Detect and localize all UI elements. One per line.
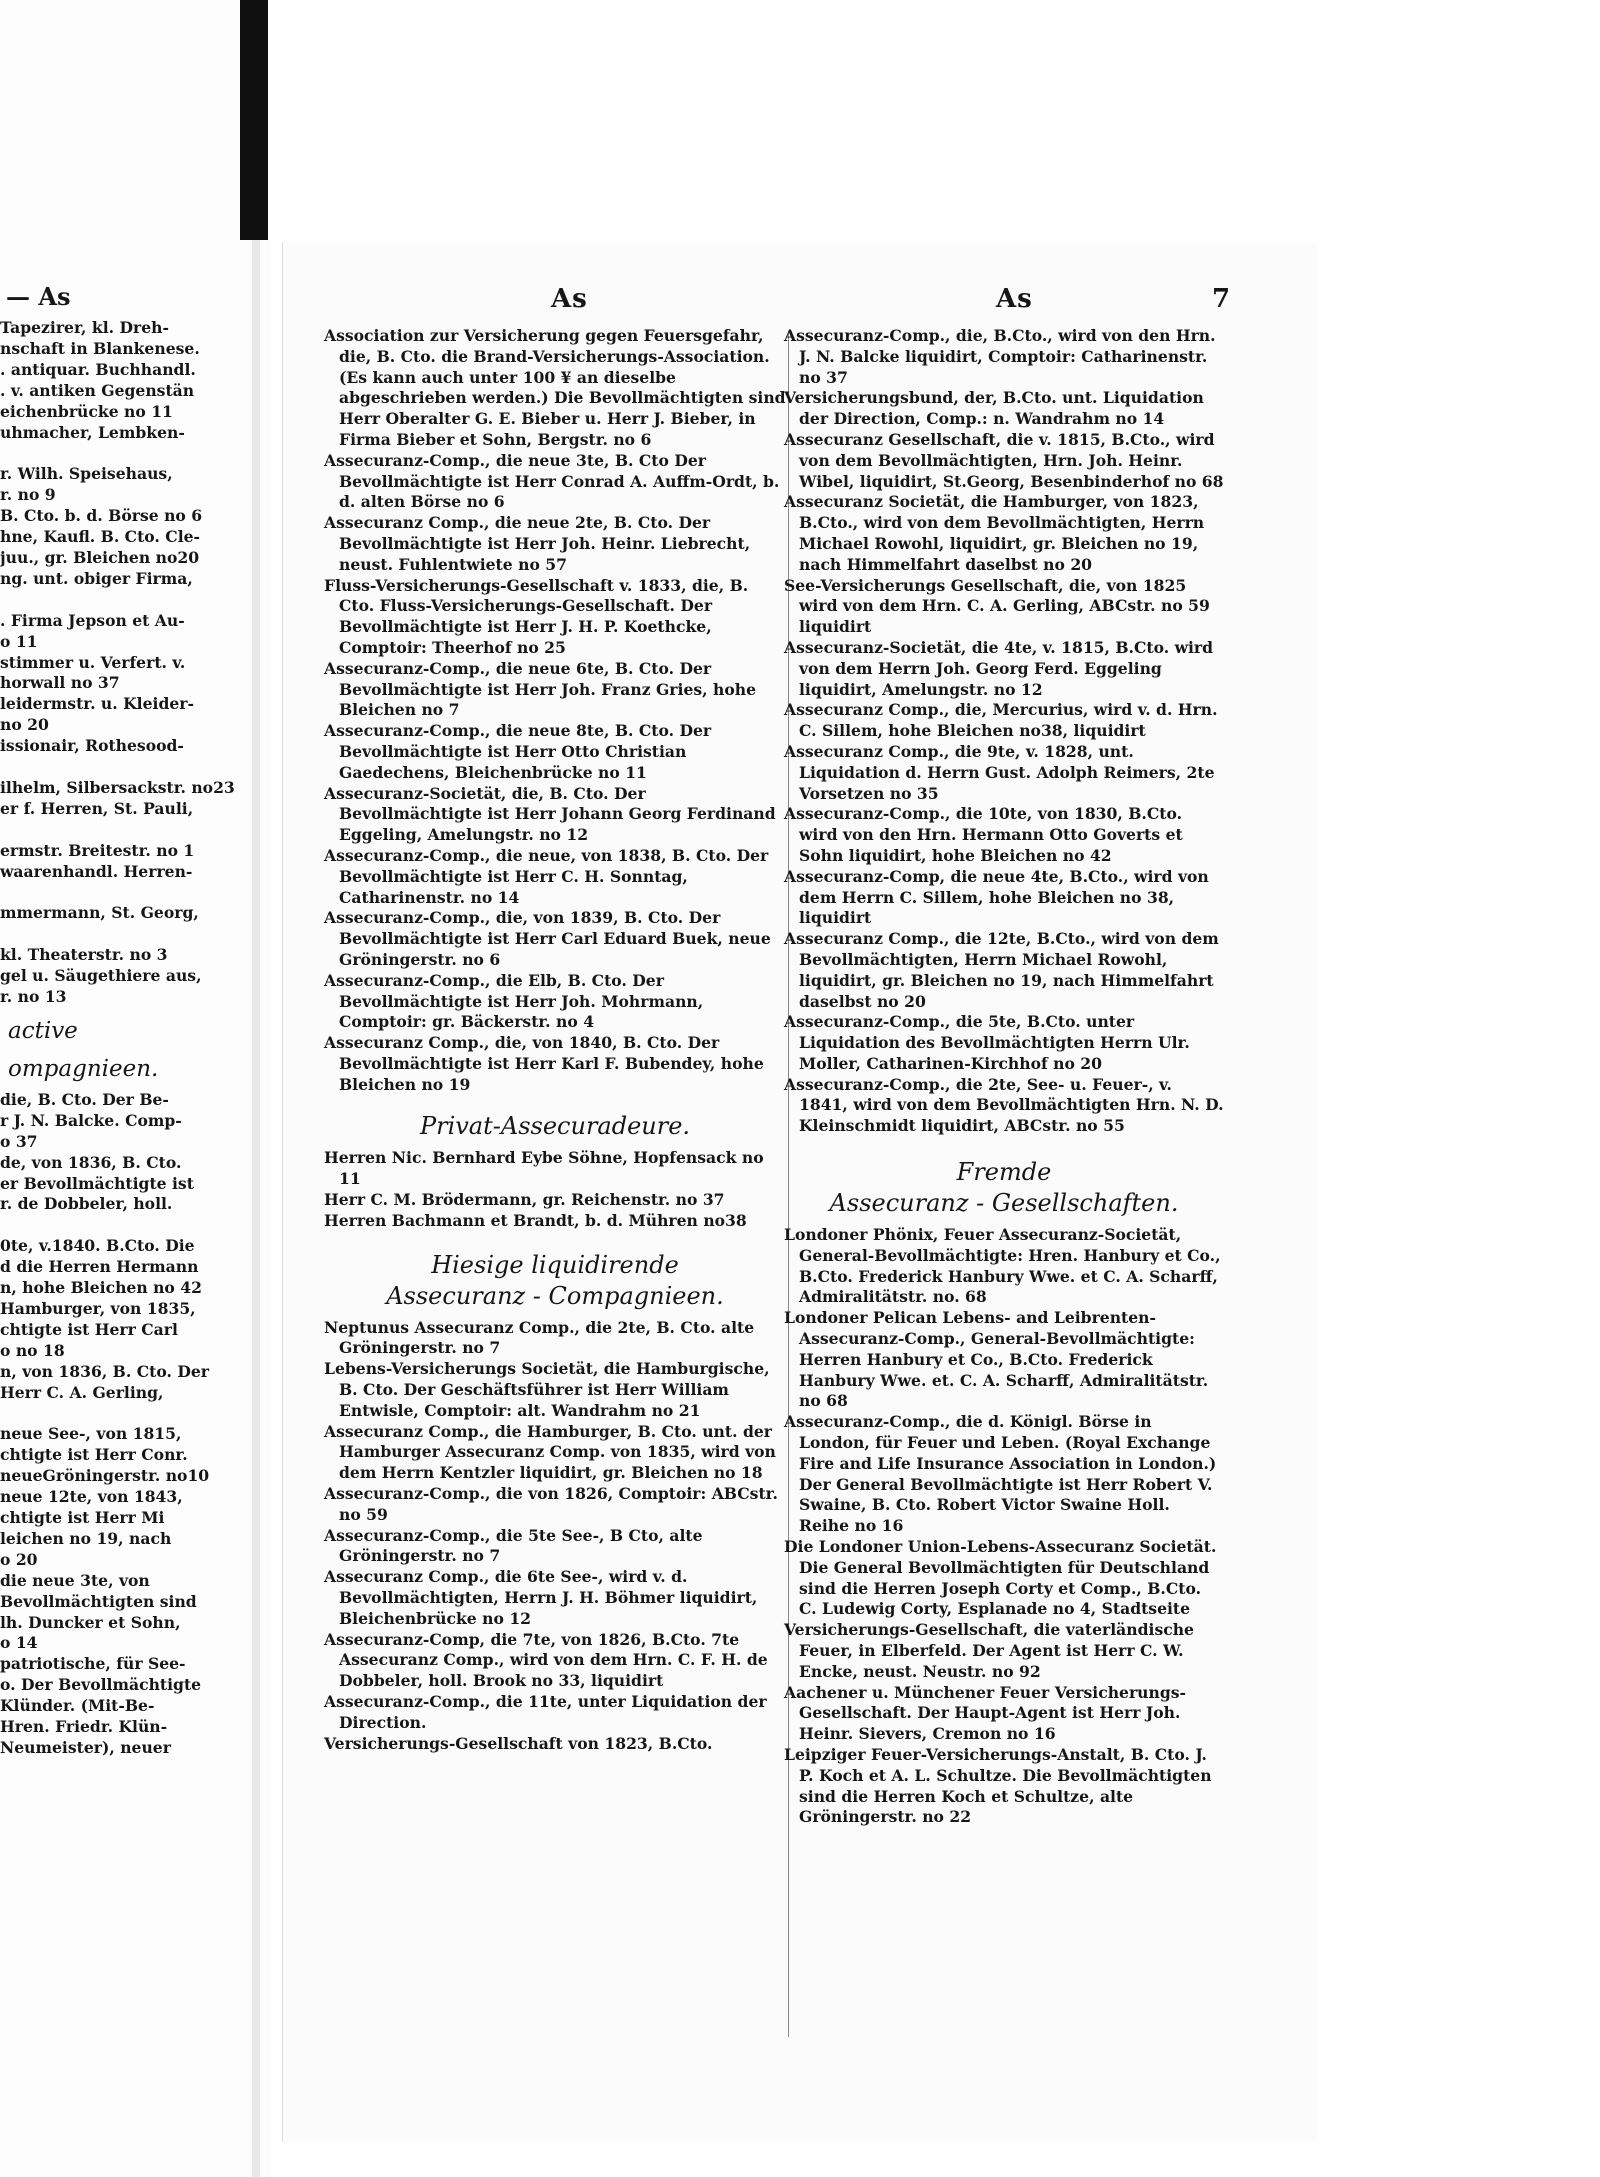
left-page-line: o 11 [0,631,38,651]
left-page-line [0,1404,242,1425]
left-page-line: leidermstr. u. Kleider- [0,694,194,714]
left-page-line: chtigte ist Herr Mi [0,1508,165,1528]
directory-entry: Die Londoner Union-Lebens-Assecuranz Societät. Die General Bevollmächtigten für Deutschland sind die Herren Joseph Corty et Comp., B.Cto. C. Ludewig Corty, Esplanade no 4, Stadtseite [784,1537,1217,1619]
left-page-line: neue See-, von 1815, [0,1424,182,1444]
directory-entry: Assecuranz-Comp, die 7te, von 1826, B.Cto. 7te Assecuranz Comp., wird von dem Hrn. C. F. H. de Dobbeler, holl. Brook no 33, liquidirt [324,1629,768,1691]
left-page-section-title: ompagnieen. [8,1055,159,1082]
left-page-line: r. no 9 [0,485,56,505]
directory-entry: Assecuranz-Societät, die 4te, v. 1815, B.Cto. wird von dem Herrn Joh. Georg Ferd. Eggeling liquidirt, Amelungstr. no 12 [784,637,1214,699]
directory-entry: Versicherungs-Gesellschaft von 1823, B.Cto. [324,1733,713,1753]
directory-entry: Herren Nic. Bernhard Eybe Söhne, Hopfensack no 11 [324,1148,764,1189]
directory-entry: Assecuranz Comp., die, Mercurius, wird v. d. Hrn. C. Sillem, hohe Bleichen no38, liquidirt [784,700,1218,741]
left-page-line: neue 12te, von 1843, [0,1487,183,1507]
directory-entry: Assecuranz-Comp., die, B.Cto., wird von den Hrn. J. N. Balcke liquidirt, Comptoir: Catharinenstr. no 37 [784,326,1216,387]
left-page-line: horwall no 37 [0,673,120,693]
directory-entry: Neptunus Assecuranz Comp., die 2te, B. Cto. alte Gröningerstr. no 7 [324,1317,755,1358]
left-page-line [0,820,242,841]
left-page-line [0,443,242,464]
left-page-line: 0te, v.1840. B.Cto. Die [0,1236,195,1256]
directory-entry: Assecuranz-Societät, die, B. Cto. Der Bevollmächtigte ist Herr Johann Georg Ferdinand Eggeling, Amelungstr. no 12 [324,783,776,845]
entry-group-privat [324,1148,786,1231]
left-page-line: ng. unt. obiger Firma, [0,568,193,588]
directory-entry: Versicherungsbund, der, B.Cto. unt. Liquidation der Direction, Comp.: n. Wandrahm no 14 [784,388,1204,429]
left-page-line: o. Der Bevollmächtigte [0,1675,202,1695]
left-page-column [0,318,242,1759]
directory-entry: Assecuranz-Comp., die, von 1839, B. Cto. Der Bevollmächtigte ist Herr Carl Eduard Buek, neue Gröningerstr. no 6 [324,908,771,969]
directory-entry: Londoner Pelican Lebens- and Leibrenten-Assecuranz-Comp., General-Bevollmächtigte: Herren Hanbury et Co., B.Cto. Frederick Hanbury Wwe. et. C. A. Scharff, Admiralitätstr. no 68 [784,1308,1209,1411]
left-page-line: chtigte ist Herr Carl [0,1319,178,1339]
left-page-line [0,924,242,945]
directory-entry: Herren Bachmann et Brandt, b. d. Mühren no38 [324,1210,747,1230]
book-gutter-shadow [252,240,260,2177]
left-page-line [0,590,242,611]
left-page-line: juu., gr. Bleichen no20 [0,547,200,567]
left-page-line: ilhelm, Silbersackstr. no23 [0,777,235,797]
directory-entry: Assecuranz-Comp., die neue, von 1838, B. Cto. Der Bevollmächtigte ist Herr C. H. Sonntag, Catharinenstr. no 14 [324,845,769,907]
left-page-line: Klünder. (Mit-Be- [0,1696,155,1716]
entry-group-liquidating [784,326,1224,1137]
left-page-line: Neumeister), neuer [0,1738,171,1757]
directory-entry: Assecuranz-Comp., die 10te, von 1830, B.Cto. wird von den Hrn. Hermann Otto Goverts et Sohn liquidirt, hohe Bleichen no 42 [784,804,1183,865]
left-page-line: neueGröningerstr. no10 [0,1466,210,1486]
left-page-line: nschaft in Blankenese. [0,338,200,358]
left-page-line: er f. Herren, St. Pauli, [0,798,194,818]
directory-entry: Assecuranz-Comp, die neue 4te, B.Cto., wird von dem Herrn C. Sillem, hohe Bleichen no 38, liquidirt [784,866,1209,928]
header-left: As [551,284,588,314]
directory-entry: Londoner Phönix, Feuer Assecuranz-Societät, General-Bevollmächtigte: Hren. Hanbury et Co., B.Cto. Frederick Hanbury Wwe. et C. A. Scharff, Admiralitätstr. no. 68 [784,1225,1221,1307]
directory-entry: Assecuranz Comp., die 6te See-, wird v. d. Bevollmächtigten, Herrn J. H. Böhmer liquidirt, Bleichenbrücke no 12 [324,1567,758,1628]
left-page-line: no 20 [0,715,49,735]
left-page-line: patriotische, für See- [0,1654,186,1674]
directory-entry: Assecuranz-Comp., die neue 3te, B. Cto Der Bevollmächtigte ist Herr Conrad A. Auffm-Ordt, b. d. alten Börse no 6 [324,450,780,512]
directory-entry: Association zur Versicherung gegen Feuersgefahr, die, B. Cto. die Brand-Versicherungs-Association. (Es kann auch unter 100 ¥ an dieselbe abgeschrieben werden.) Die Bevollmächtigten sind Herr Oberalter G. E. Bieber u. Herr J. Bieber, in Firma Bieber et Sohn, Bergstr. no 6 [324,326,786,449]
left-page-fragment [0,0,270,2177]
left-page-line: Bevollmächtigten sind [0,1591,197,1611]
left-page-line: de, von 1836, B. Cto. [0,1152,182,1172]
left-page-line: er Bevollmächtigte ist [0,1173,194,1193]
left-page-line: r. de Dobbeler, holl. [0,1194,173,1214]
directory-entry: Assecuranz Comp., die 9te, v. 1828, unt. Liquidation d. Herrn Gust. Adolph Reimers, 2te Vorsetzen no 35 [784,741,1215,803]
left-page-line: o 14 [0,1633,38,1653]
left-page-line [0,1215,242,1236]
left-page-line: Herr C. A. Gerling, [0,1382,164,1402]
directory-entry: Assecuranz Comp., die neue 2te, B. Cto. Der Bevollmächtigte ist Herr Joh. Heinr. Liebrecht, neust. Fuhlentwiete no 57 [324,513,751,574]
left-page-line: o no 18 [0,1340,65,1360]
left-page-line: B. Cto. b. d. Börse no 6 [0,506,203,526]
directory-entry: Assecuranz-Comp., die neue 8te, B. Cto. Der Bevollmächtigte ist Herr Otto Christian Gaedechens, Bleichenbrücke no 11 [324,721,712,782]
left-page-line: issionair, Rothesood- [0,736,184,756]
directory-entry: Assecuranz-Comp., die 2te, See- u. Feuer-, v. 1841, wird von dem Bevollmächtigten Hrn. N. D. Kleinschmidt liquidirt, ABCstr. no 55 [784,1074,1224,1136]
section-title-hiesige-2: Assecuranz - Compagnieen. [386,1281,724,1310]
left-page-line: uhmacher, Lembken- [0,422,185,442]
left-page-line: o 37 [0,1131,38,1151]
directory-entry: Assecuranz-Comp., die Elb, B. Cto. Der Bevollmächtigte ist Herr Joh. Mohrmann, Comptoir: gr. Bäckerstr. no 4 [324,970,704,1032]
left-page-line: die, B. Cto. Der Be- [0,1089,169,1109]
left-page-line: stimmer u. Verfert. v. [0,652,186,672]
section-title-fremde-2: Assecuranz - Gesellschaften. [829,1189,1179,1218]
left-page-line: ermstr. Breitestr. no 1 [0,840,195,860]
directory-entry: Assecuranz-Comp., die neue 6te, B. Cto. Der Bevollmächtigte ist Herr Joh. Franz Gries, hohe Bleichen no 7 [324,658,757,720]
directory-entry: Assecuranz Comp., die 12te, B.Cto., wird von dem Bevollmächtigten, Herrn Michael Rowohl, liquidirt, gr. Bleichen no 19, nach Himmelfahrt daselbst no 20 [784,929,1219,1011]
left-page-line: mmermann, St. Georg, [0,903,199,923]
left-page-line: n, von 1836, B. Cto. Der [0,1361,209,1381]
directory-entry: Versicherungs-Gesellschaft, die vaterländische Feuer, in Elberfeld. Der Agent ist Herr C. W. Encke, neust. Neustr. no 92 [784,1620,1194,1681]
left-page-header: — As [6,282,71,311]
directory-entry: Assecuranz-Comp., die von 1826, Comptoir: ABCstr. no 59 [324,1484,778,1524]
left-page-line: die neue 3te, von [0,1570,150,1590]
page-number: 7 [1212,284,1232,314]
directory-entry: Assecuranz Societät, die Hamburger, von 1823, B.Cto., wird von dem Bevollmächtigten, Herrn Michael Rowohl, liquidirt, gr. Bleichen no 19, nach Himmelfahrt daselbst no 20 [784,492,1205,574]
directory-entry: Aachener u. Münchener Feuer Versicherungs-Gesellschaft. Der Haupt-Agent ist Herr Joh. Heinr. Sievers, Cremon no 16 [784,1682,1186,1744]
left-page-line: Hamburger, von 1835, [0,1298,196,1318]
directory-entry: Assecuranz-Comp., die 11te, unter Liquidation der Direction. [324,1692,767,1732]
left-page-line: kl. Theaterstr. no 3 [0,945,168,965]
left-page-line: Hren. Friedr. Klün- [0,1717,168,1737]
header-right: As [996,284,1033,314]
directory-entry: Assecuranz-Comp., die 5te See-, B Cto, alte Gröningerstr. no 7 [324,1525,703,1566]
section-title-fremde: Fremde [956,1158,1052,1187]
left-page-line: . antiquar. Buchhandl. [0,359,196,379]
directory-entry: Assecuranz-Comp., die 5te, B.Cto. unter Liquidation des Bevollmächtigten Herrn Ulr. Moller, Catharinen-Kirchhof no 20 [784,1012,1190,1073]
left-page-section-title: active [8,1017,78,1044]
left-page-line: waarenhandl. Herren- [0,861,193,881]
directory-entry: Lebens-Versicherungs Societät, die Hamburgische, B. Cto. Der Geschäftsführer ist Herr William Entwisle, Comptoir: alt. Wandrahm no 21 [324,1359,770,1420]
directory-entry: Assecuranz Comp., die Hamburger, B. Cto. unt. der Hamburger Assecuranz Comp. von 1835, wird von dem Herrn Kentzler liquidirt, gr. Bleichen no 18 [324,1421,776,1483]
book-gutter [240,0,268,240]
directory-entry: Assecuranz Gesellschaft, die v. 1815, B.Cto., wird von dem Bevollmächtigten, Hrn. Joh. Heinr. Wibel, liquidirt, St.Georg, Besenbinderhof no 68 [784,429,1224,491]
left-page-line [0,757,242,778]
section-title-privat: Privat-Assecuradeure. [419,1112,691,1141]
left-page-line: Tapezirer, kl. Dreh- [0,318,169,337]
left-page-line: gel u. Säugethiere aus, [0,966,202,986]
left-page-line: r J. N. Balcke. Comp- [0,1110,182,1130]
left-page-line: . Firma Jepson et Au- [0,610,185,630]
left-page-line: hne, Kaufl. B. Cto. Cle- [0,527,201,547]
left-page-line [0,882,242,903]
directory-entry: See-Versicherungs Gesellschaft, die, von 1825 wird von dem Hrn. C. A. Gerling, ABCstr. no 59 liquidirt [784,575,1210,637]
left-page-line: r. Wilh. Speisehaus, [0,464,173,484]
left-page-line: chtigte ist Herr Conr. [0,1445,188,1465]
entry-group-insurers [324,326,786,1095]
left-page-line: n, hohe Bleichen no 42 [0,1278,202,1298]
left-page-line: o 20 [0,1549,38,1569]
section-title-hiesige: Hiesige liquidirende [431,1250,679,1279]
left-page-line: leichen no 19, nach [0,1528,172,1548]
column-right [784,326,1224,1828]
left-page-line: . v. antiken Gegenstän [0,380,195,400]
directory-entry: Herr C. M. Brödermann, gr. Reichenstr. no 37 [324,1190,725,1210]
entry-group-foreign [784,1225,1224,1828]
left-page-line: r. no 13 [0,987,67,1006]
directory-entry: Assecuranz-Comp., die d. Königl. Börse in London, für Feuer und Leben. (Royal Exchange Fire and Life Insurance Association in London.) Der General Bevollmächtigte ist Herr Robert V. Swaine, B. Cto. Robert Victor Swaine Holl. Reihe no 16 [784,1412,1217,1536]
directory-entry: Leipziger Feuer-Versicherungs-Anstalt, B. Cto. J. P. Koch et A. L. Schultze. Die Bevollmächtigten sind die Herren Koch et Schultze, alte Gröningerstr. no 22 [784,1745,1212,1827]
directory-entry: Fluss-Versicherungs-Gesellschaft v. 1833, die, B. Cto. Fluss-Versicherungs-Gesellschaft. Der Bevollmächtigte ist Herr J. H. P. Koethcke, Comptoir: Theerhof no 25 [324,575,749,657]
left-page-line: lh. Duncker et Sohn, [0,1612,181,1632]
left-page-line: eichenbrücke no 11 [0,401,173,421]
entry-group-liquidirende [324,1318,786,1755]
directory-entry: Assecuranz Comp., die, von 1840, B. Cto. Der Bevollmächtigte ist Herr Karl F. Bubendey, hohe Bleichen no 19 [324,1033,764,1094]
left-page-line: d die Herren Hermann [0,1257,199,1277]
column-left [324,326,786,1754]
